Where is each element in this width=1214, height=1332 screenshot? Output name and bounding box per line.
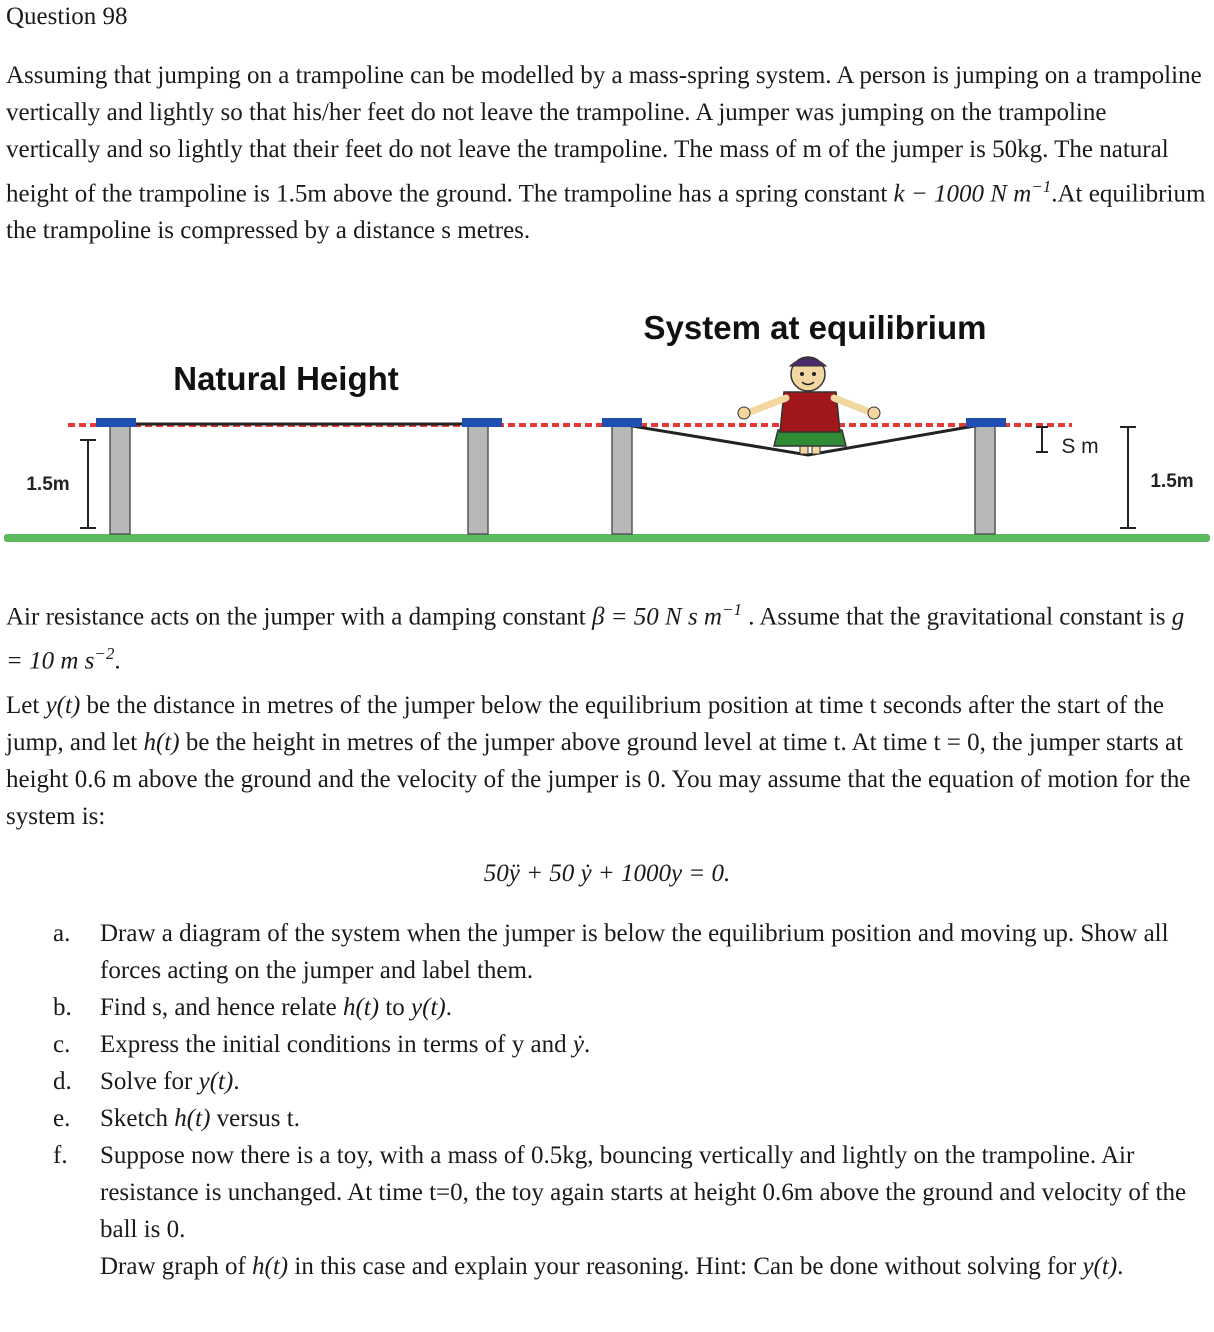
equilibrium-title: System at equilibrium: [643, 309, 987, 346]
intro-paragraph: [6, 57, 1206, 249]
air-text-2: . Assume that the gravitational constant is: [741, 603, 1172, 631]
part-label: f.: [53, 1142, 68, 1169]
let-text-2: be the distance in metres of the jumper below the equilibrium position at time t seconds after the start of the jump, and let: [6, 692, 1165, 756]
definitions-paragraph: [6, 687, 1206, 835]
part-text: Sketch: [100, 1105, 175, 1132]
part-math: y(t): [198, 1068, 234, 1095]
leg-cap: [602, 418, 642, 427]
trampoline-leg-left: [612, 424, 632, 534]
let-text-1: Let: [6, 692, 46, 719]
part-math: y(t): [411, 994, 446, 1021]
y-of-t: y(t): [45, 692, 81, 719]
part-text: .: [445, 994, 452, 1021]
equation-of-motion: [0, 855, 1214, 892]
intro-text-end: .At equilibrium the trampoline is compressed by a distance s metres.: [6, 180, 1206, 245]
part-label: d.: [53, 1068, 72, 1095]
part-b: [0, 989, 1195, 1026]
compression-marker: [1036, 427, 1048, 452]
question-title: Question 98: [6, 3, 128, 30]
part-text: Express the initial conditions in terms of y and: [100, 1031, 573, 1058]
part-f: [0, 1137, 1195, 1285]
equation-text: 50ÿ + 50 ẏ + 1000y = 0.: [483, 860, 731, 887]
part-text: .: [233, 1068, 240, 1095]
part-text: in this case and explain your reasoning. Hint: Can be done without solving for: [288, 1253, 1083, 1280]
part-label: a.: [53, 920, 71, 947]
part-a: [0, 915, 1195, 989]
damping-constant-expr: β = 50 N s m: [591, 603, 722, 631]
left-height-marker: [80, 440, 96, 528]
compression-label: S m: [1061, 435, 1099, 458]
spring-constant-exponent: −1: [1031, 177, 1052, 196]
leg-cap: [966, 418, 1006, 427]
part-text: Find s, and hence relate: [100, 994, 343, 1021]
leg-cap: [462, 418, 502, 427]
part-text: to: [379, 994, 412, 1021]
spring-constant-expr: k − 1000 N m: [893, 180, 1032, 208]
part-math: ẏ: [572, 1031, 584, 1058]
h-of-t: h(t): [143, 729, 180, 756]
part-text: .: [583, 1031, 591, 1058]
right-height-label: 1.5m: [1150, 471, 1194, 492]
natural-trampoline: [96, 418, 502, 534]
gravity-exponent: −2: [94, 644, 115, 664]
question-parts: [0, 915, 1214, 1285]
part-text: Draw graph of: [100, 1253, 253, 1280]
part-math: y(t): [1082, 1253, 1118, 1280]
part-math: h(t): [174, 1105, 211, 1132]
part-math: h(t): [252, 1253, 289, 1280]
trampoline-diagram: [0, 300, 1214, 560]
part-c: [0, 1026, 1195, 1063]
gravity-expr: g = 10 m s: [6, 603, 1185, 675]
part-d: [0, 1063, 1195, 1100]
part-text: versus t.: [210, 1105, 300, 1132]
part-text: Suppose now there is a toy, with a mass of 0.5kg, bouncing vertically and lightly on the trampoline. Air resistance is unchanged. At time t=0, the toy again starts at height 0.6m above the ground and velocity of the ball is 0.: [100, 1142, 1187, 1243]
part-e: [0, 1100, 1195, 1137]
intro-text: Assuming that jumping on a trampoline can be modelled by a mass-spring system. A person is jumping on a trampoline vertically and lightly so that his/her feet do not leave the trampoline. A jumper was jumping on the trampoline vertically and so lightly that their feet do not leave the trampoline. The mass of m of the jumper is 50kg. The natural height of the trampoline is 1.5m above the ground. The trampoline has a spring constant: [6, 62, 1202, 208]
natural-height-title: Natural Height: [173, 360, 399, 397]
air-text-3: .: [114, 647, 121, 675]
trampoline-leg-left: [110, 424, 130, 534]
part-label: b.: [53, 994, 72, 1021]
air-resistance-paragraph: [6, 591, 1206, 680]
jumper-figure: [738, 357, 880, 454]
part-text: Draw a diagram of the system when the jumper is below the equilibrium position and moving up. Show all forces acting on the jumper and label them.: [100, 920, 1169, 984]
ground: [4, 534, 1210, 542]
let-text-3: be the height in metres of the jumper above ground level at time t. At time t = 0, the jumper starts at height 0.6 m above the ground and the velocity of the jumper is 0. You may assume that the equation of motion for the system is:: [6, 729, 1191, 830]
trampoline-leg-right: [468, 424, 488, 534]
part-math: h(t): [342, 994, 380, 1021]
part-label: e.: [53, 1105, 71, 1132]
part-label: c.: [53, 1031, 71, 1058]
part-text: .: [1117, 1253, 1124, 1280]
leg-cap: [96, 418, 136, 427]
part-text: Solve for: [100, 1068, 199, 1095]
damping-constant-exponent: −1: [721, 600, 742, 619]
right-height-marker: [1120, 427, 1136, 528]
air-text-1: Air resistance acts on the jumper with a damping constant: [6, 603, 592, 631]
trampoline-leg-right: [975, 424, 995, 534]
left-height-label: 1.5m: [26, 474, 70, 495]
